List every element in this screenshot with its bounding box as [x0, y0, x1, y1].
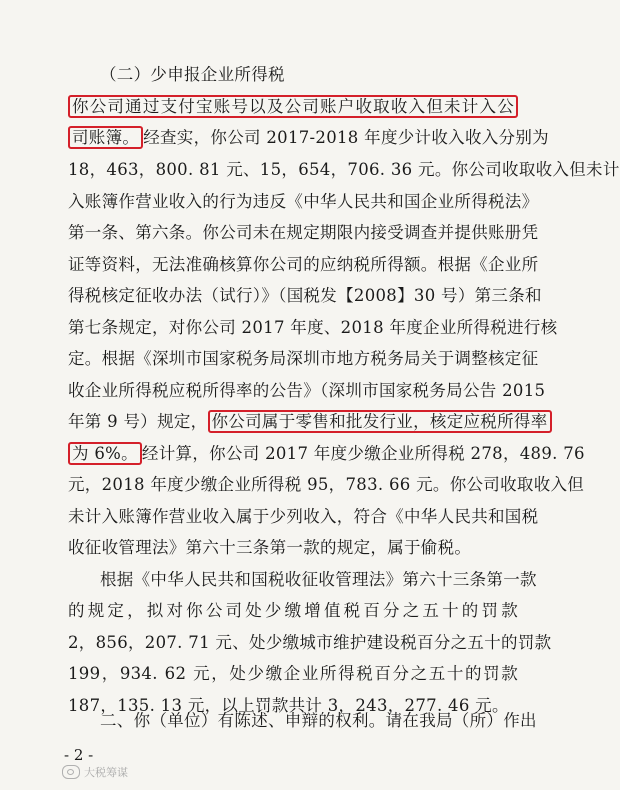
paragraph-1-line-14: 未计入账簿作营业收入属于少列收入，符合《中华人民共和国税: [68, 507, 539, 526]
paragraph-2-line-2: 的规定，拟对你公司处少缴增值税百分之五十的罚款: [68, 601, 518, 620]
paragraph-1-line-2: 司账簿。 经查实，你公司 2017-2018 年度少计收入收入分别为: [68, 123, 518, 153]
paragraph-1-line-8: 第七条规定，对你公司 2017 年度、2018 年度企业所得税进行核: [68, 318, 558, 337]
paragraph-1-line-11: 年第 9 号）规定， 你公司属于零售和批发行业，核定应税所得率: [68, 407, 518, 437]
paragraph-1-line-13: 元，2018 年度少缴企业所得税 95，783. 66 元。你公司收取收入但: [68, 475, 585, 494]
paragraph-2-line-3: 2，856，207. 71 元、处少缴城市维护建设税百分之五十的罚款: [68, 633, 552, 652]
highlight-box-2: 你公司属于零售和批发行业，核定应税所得率: [208, 410, 552, 433]
paragraph-1-line-1: [68, 92, 518, 122]
paragraph-1-line-6: 证等资料，无法准确核算你公司的应纳税所得额。根据《企业所: [68, 255, 539, 274]
paragraph-1-line-7: 得税核定征收办法（试行）》（国税发【2008】30 号）第三条和: [68, 286, 542, 305]
paragraph-2-line-5: 187，135. 13 元，以上罚款共计 3，243，277. 46 元。: [68, 696, 509, 715]
highlight-box-1b: 司账簿。: [68, 126, 143, 149]
paragraph-3-line-1: 二、你（单位）有陈述、申辩的权利。请在我局（所）作出: [100, 711, 537, 730]
highlight-box-1: 你公司通过支付宝账号以及公司账户收取收入但未计入公: [68, 95, 518, 118]
watermark-logo-icon: [62, 765, 80, 779]
watermark-text: 大税筹谋: [84, 766, 128, 779]
paragraph-1-line-9: 定。根据《深圳市国家税务局深圳市地方税务局关于调整核定征: [68, 349, 539, 368]
paragraph-1-line-12: 为 6%。 经计算，你公司 2017 年度少缴企业所得税 278，489. 76: [68, 439, 518, 469]
paragraph-1-line-10: 收企业所得税应税所得率的公告》（深圳市国家税务局公告 2015: [68, 381, 546, 400]
paragraph-1-line-3: 18，463，800. 81 元、15，654，706. 36 元。你公司收取收入但未计: [68, 160, 620, 179]
paragraph-2-line-1: 根据《中华人民共和国税收征收管理法》第六十三条第一款: [100, 570, 537, 589]
section-heading: （二）少申报企业所得税: [100, 65, 285, 84]
paragraph-1-line-15: 收征收管理法》第六十三条第一款的规定，属于偷税。: [68, 538, 472, 557]
paragraph-1-line-5: 第一条、第六条。你公司未在规定期限内接受调查并提供账册凭: [68, 223, 539, 242]
paragraph-1-line-4: 入账簿作营业收入的行为违反《中华人民共和国企业所得税法》: [68, 192, 539, 211]
highlight-box-2b: 为 6%。: [68, 442, 142, 465]
paragraph-2-line-4: 199，934. 62 元，处少缴企业所得税百分之五十的罚款: [68, 664, 518, 683]
page-number: - 2 -: [64, 746, 94, 764]
watermark: [62, 764, 128, 780]
